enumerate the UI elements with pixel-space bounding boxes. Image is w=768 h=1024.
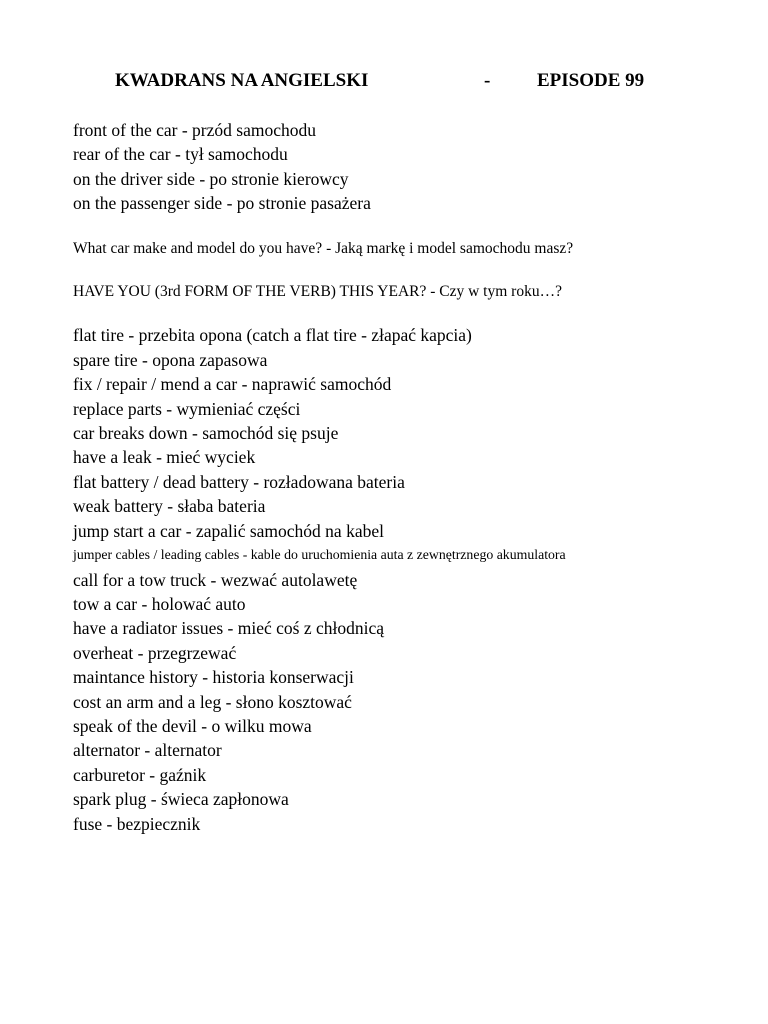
vocab-line: cost an arm and a leg - słono kosztować (73, 691, 352, 712)
vocab-line: jump start a car - zapalić samochód na kabel (73, 520, 384, 541)
spacer (73, 304, 753, 323)
vocab-line: spark plug - świeca zapłonowa (73, 789, 289, 810)
vocab-line: maintance history - historia konserwacji (73, 667, 354, 688)
vocab-line: jumper cables / leading cables - kable do uruchomienia auta z zewnętrznego akumulatora (73, 547, 566, 563)
vocabulary-list (73, 323, 753, 836)
document-title: KWADRANS NA ANGIELSKI (115, 70, 369, 91)
vocab-line: have a radiator issues - mieć coś z chłodnicą (73, 618, 384, 639)
have-you-line: HAVE YOU (3rd FORM OF THE VERB) THIS YEAR? - Czy w tym roku…? (73, 283, 562, 301)
vocab-line: replace parts - wymieniać części (73, 398, 301, 419)
document-header (0, 67, 768, 95)
vocab-line: on the passenger side - po stronie pasażera (73, 193, 371, 214)
vocab-line: car breaks down - samochód się psuje (73, 423, 339, 444)
vocab-line: spare tire - opona zapasowa (73, 349, 268, 370)
episode-label: EPISODE 99 (537, 70, 645, 91)
vocab-line: have a leak - mieć wyciek (73, 447, 256, 468)
vocab-line: front of the car - przód samochodu (73, 120, 316, 140)
vocab-line: overheat - przegrzewać (73, 642, 237, 663)
car-sides-section (73, 118, 753, 216)
vocab-line: on the driver side - po stronie kierowcy (73, 168, 349, 189)
vocab-line: fix / repair / mend a car - naprawić samochód (73, 374, 392, 395)
spacer (73, 216, 753, 237)
vocab-line: alternator - alternator (73, 740, 222, 761)
spacer (73, 261, 753, 280)
header-separator: - (484, 70, 491, 91)
vocab-line: speak of the devil - o wilku mowa (73, 715, 312, 736)
vocab-line: tow a car - holować auto (73, 593, 246, 614)
vocab-line: call for a tow truck - wezwać autolawetę (73, 569, 358, 590)
vocab-line: weak battery - słaba bateria (73, 496, 266, 517)
vocab-line: rear of the car - tył samochodu (73, 144, 288, 165)
vocab-line: flat battery / dead battery - rozładowana bateria (73, 471, 405, 492)
document-body (73, 118, 753, 836)
question-line: What car make and model do you have? - Jaką markę i model samochodu masz? (73, 239, 574, 257)
vocab-line: fuse - bezpiecznik (73, 813, 201, 834)
vocab-line: carburetor - gaźnik (73, 764, 207, 785)
vocab-line: flat tire - przebita opona (catch a flat tire - złapać kapcia) (73, 325, 472, 346)
